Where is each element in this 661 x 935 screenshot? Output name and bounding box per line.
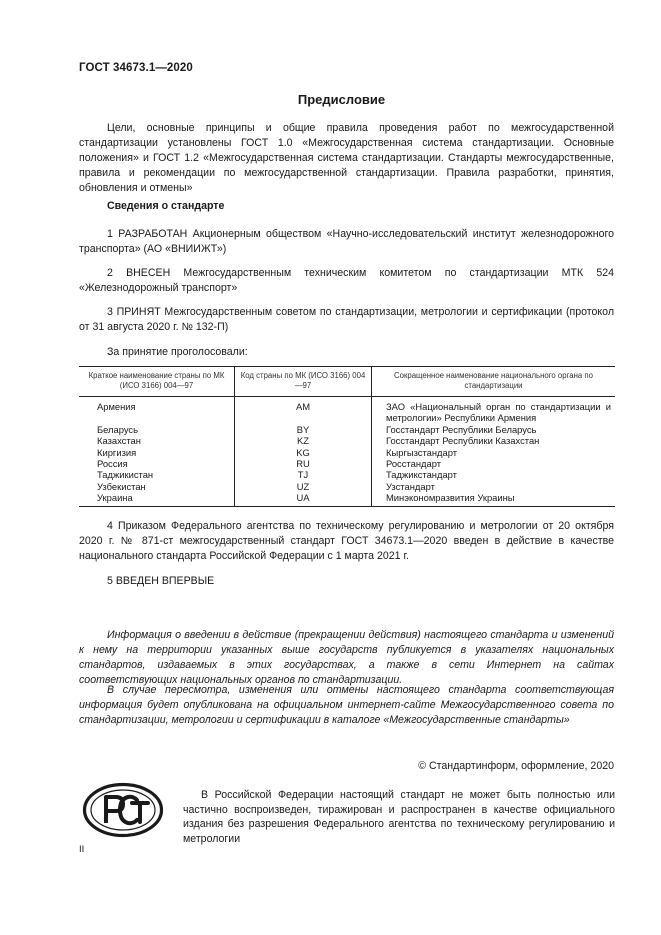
cell-country: Украина — [79, 492, 235, 506]
cell-code: UZ — [235, 481, 372, 492]
table-row — [79, 492, 615, 506]
voting-table — [79, 366, 615, 507]
cell-code: BY — [235, 424, 372, 435]
item-enacted: 4 Приказом Федерального агентства по техническому регулированию и метрологии от 20 октября 2020 г. № 871-ст межгосударственный стандарт ГОСТ 34673.1—2020 введен в действие в качестве национального стандарта Российской Федерации с 1 марта 2021 г. — [79, 520, 614, 562]
intro-paragraph: Цели, основные принципы и общие правила проведения работ по межгосударственной стандартизации установлены ГОСТ 1.0 «Межгосударственная система стандартизации. Основные положения» и ГОСТ 1.2 «Межгосударственная система стандартизации. Стандарты межгосударственные, правила и рекомендации по межгосударственной стандартизации. Правила разработки, принятия, обновления и отмены» — [79, 122, 614, 194]
cell-body: Кыргызстандарт — [372, 447, 616, 458]
cell-body: ЗАО «Национальный орган по стандартизации и метрологии» Республики Армения — [372, 397, 616, 424]
cell-country: Армения — [97, 401, 136, 412]
copyright-line: © Стандартинформ, оформление, 2020 — [418, 760, 614, 772]
cell-body: Госстандарт Республики Казахстан — [372, 435, 616, 446]
cell-body: Росстандарт — [372, 458, 616, 469]
table-row — [79, 481, 615, 492]
table-row — [79, 397, 615, 424]
cell-body: Минэкономразвития Украины — [372, 492, 616, 506]
item-developed: 1 РАЗРАБОТАН Акционерным обществом «Научно-исследовательский институт железнодорожного транспорта» (АО «ВНИИЖТ») — [79, 228, 614, 255]
cell-country: Казахстан — [97, 435, 141, 447]
cell-country: Россия — [97, 458, 128, 470]
cell-code: RU — [235, 458, 372, 469]
table-row — [79, 469, 615, 480]
cell-code: KZ — [235, 435, 372, 446]
column-header-country: Краткое наименование страны по МК (ИСО 3166) 004—97 — [79, 367, 235, 397]
rst-logo-icon — [82, 782, 164, 838]
column-header-body: Сокращенное наименование национального органа по стандартизации — [372, 367, 616, 397]
cell-body: Таджикстандарт — [372, 469, 616, 480]
cell-country: Киргизия — [97, 446, 137, 458]
cell-body: Госстандарт Республики Беларусь — [372, 424, 616, 435]
column-header-code: Код страны по МК (ИСО 3166) 004—97 — [235, 367, 372, 397]
cell-code: AM — [235, 397, 372, 424]
table-row — [79, 447, 615, 458]
cell-country: Узбекистан — [97, 480, 146, 492]
table-header-row — [79, 367, 615, 397]
rights-notice: В Российской Федерации настоящий стандарт не может быть полностью или частично воспроизведен, тиражирован и распространен в качестве официального издания без разрешения Федерального агентства по техническому регулированию и метрологии — [183, 789, 615, 845]
revision-notice: В случае пересмотра, изменения или отмены настоящего стандарта соответствующая информация будет опубликована на официальном интернет-сайте Межгосударственного совета по стандартизации, метрологии и сертификации в каталоге «Межгосударственные стандарты» — [79, 684, 614, 726]
page-number: II — [79, 844, 85, 855]
doc-code-header: ГОСТ 34673.1—2020 — [79, 62, 193, 74]
cell-country: Беларусь — [97, 423, 139, 435]
item-adopted: 3 ПРИНЯТ Межгосударственным советом по стандартизации, метрологии и сертификации (протокол от 31 августа 2020 г. № 132-П) — [79, 306, 614, 333]
about-heading: Сведения о стандарте — [107, 200, 225, 212]
info-notice: Информация о введении в действие (прекращении действия) настоящего стандарта и изменений к нему на территории указанных выше государств публикуется в указателях национальных стандартов, издаваемых в этих государствах, а также в сети Интернет на сайтах соответствующих национальных органов по стандартизации. — [79, 629, 614, 686]
cell-code: UA — [235, 492, 372, 506]
table-row — [79, 458, 615, 469]
item-introduced: 2 ВНЕСЕН Межгосударственным техническим комитетом по стандартизации МТК 524 «Железнодорожный транспорт» — [79, 267, 614, 294]
page-title: Предисловие — [297, 92, 386, 107]
table-row — [79, 435, 615, 446]
cell-code: TJ — [235, 469, 372, 480]
vote-intro: За принятие проголосовали: — [107, 346, 248, 358]
cell-body: Узстандарт — [372, 481, 616, 492]
table-row — [79, 424, 615, 435]
item-first-introduced: 5 ВВЕДЕН ВПЕРВЫЕ — [107, 575, 215, 587]
cell-code: KG — [235, 447, 372, 458]
cell-country: Таджикистан — [97, 469, 154, 481]
